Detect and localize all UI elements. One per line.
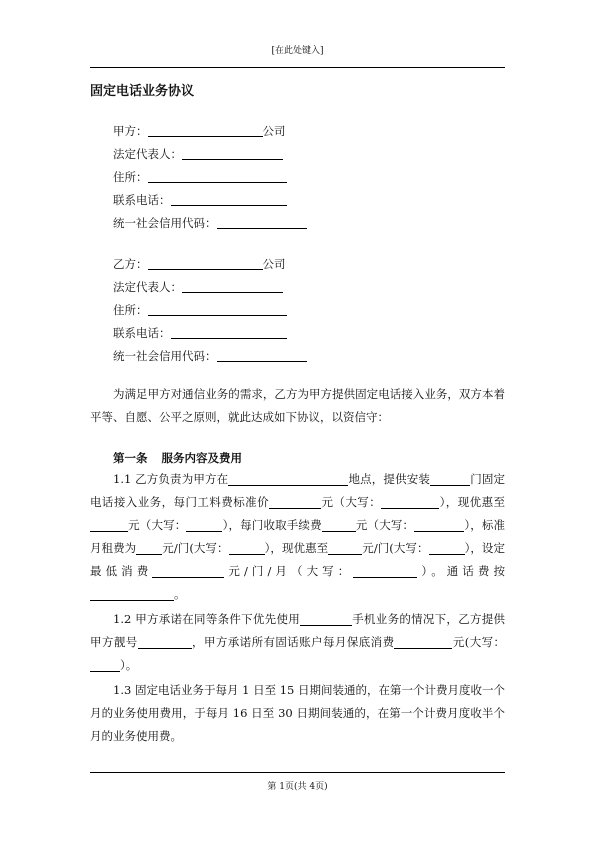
party-b-credit-label: 统一社会信用代码： [113,349,217,363]
clause-1-3 [90,679,505,748]
preamble [90,383,505,429]
call-fee-field[interactable] [90,587,174,601]
preamble-text: 为满足甲方对通信业务的需求，乙方为甲方提供固定电话接入业务，双方本着平等、自愿、公平之原则，就此达成如下协议，以资信守： [90,387,505,424]
clause-1-1-text: 元/门(大写： [162,541,229,555]
party-a-credit-field[interactable] [217,216,307,229]
clause-1-1-text: ），现优惠至 [439,495,506,509]
location-field[interactable] [228,472,348,486]
party-a-name-label: 甲方： [113,124,148,138]
clause-1-1-text: 。 [174,587,186,601]
page-footer: 第 1页(共 4页) [267,782,328,792]
clause-1-1-text: ），每门收取手续费 [222,518,322,532]
clause-1-1-text: 地点，提供安装 [348,472,431,486]
clause-1-2-text: ，甲方承诺所有固话账户每月保底消费 [191,635,395,649]
monthly-rent-words-field[interactable] [229,541,265,555]
install-discount-field[interactable] [90,518,128,532]
party-a-name-suffix: 公司 [262,124,286,138]
min-consumption-field[interactable] [152,564,224,578]
clause-1-2 [90,608,505,677]
clause-1-1-text: ），现优惠至 [264,541,329,555]
party-a-address-line [113,169,287,185]
install-discount-words-field[interactable] [186,518,222,532]
clause-1-1-text: ），标准月租费为 [90,518,506,555]
party-b-rep-label: 法定代表人： [113,280,182,294]
party-a-credit-line [113,215,307,231]
party-b-name-label: 乙方： [113,257,148,271]
party-a-address-label: 住所： [113,170,148,184]
party-b-address-line [113,302,287,318]
header-rule [90,67,505,68]
article-1-number: 第一条 [113,451,148,465]
party-a-phone-label: 联系电话： [113,193,171,207]
clause-1-2-text: 1.2 甲方承诺在同等条件下优先使用 [113,612,300,626]
rent-discount-field[interactable] [328,541,362,555]
clause-1-2-text: 手机业务的情况下，乙方提供甲方靓号 [90,612,506,649]
party-b-credit-line [113,348,307,364]
party-a-name-line [113,123,286,139]
party-b-credit-field[interactable] [217,349,307,362]
mobile-operator-field[interactable] [300,612,352,626]
handling-fee-field[interactable] [322,518,356,532]
article-1-title: 服务内容及费用 [161,451,242,465]
document-title: 固定电话业务协议 [90,84,195,99]
handling-fee-words-field[interactable] [414,518,464,532]
clause-1-1-text: 1.1 乙方负责为甲方在 [113,472,229,486]
clause-1-1 [90,468,505,606]
party-a-credit-label: 统一社会信用代码： [113,216,217,230]
install-price-field[interactable] [269,495,321,509]
clause-1-1-text: ）。通话费按 [417,564,506,578]
clause-1-2-text: ）。 [120,658,138,672]
party-b-address-label: 住所： [113,303,148,317]
page-header: [在此处键入] [271,46,324,56]
min-consumption-words-field[interactable] [353,564,417,578]
party-b-name-field[interactable] [148,257,263,270]
clause-1-3-text: 1.3 固定电话业务于每月 1 日至 15 日期间装通的，在第一个计费月度收一个月的业务使用费用，于每月 16 日至 30 日期间装通的，在第一个计费月度收半个月的业务使用费。 [90,683,506,743]
clause-1-1-text: 元/门(大写： [362,541,429,555]
party-b-phone-line [113,325,287,341]
party-b-address-field[interactable] [148,303,287,316]
rent-discount-words-field[interactable] [429,541,465,555]
party-b-rep-line [113,279,283,295]
party-a-rep-line [113,146,283,162]
clause-1-2-text: 元(大写： [452,635,506,649]
party-a-rep-field[interactable] [182,147,283,160]
footer-rule [90,772,505,773]
party-b-rep-field[interactable] [182,280,283,293]
clause-1-1-text: 元（大写： [128,518,187,532]
clause-1-1-text: 元（大写： [321,495,382,509]
clause-1-1-text: 门固定电话接入业务，每门工料费标准价 [90,472,506,509]
clause-1-1-text: ），设定最低消费 [90,541,505,578]
party-a-name-field[interactable] [148,124,263,137]
clause-1-1-text: 元/门/月（大写： [224,564,354,578]
party-b-name-line [113,256,286,272]
party-a-address-field[interactable] [148,170,287,183]
party-a-rep-label: 法定代表人： [113,147,182,161]
monthly-rent-field[interactable] [136,541,162,555]
party-b-name-suffix: 公司 [262,257,286,271]
party-a-phone-line [113,192,287,208]
party-b-phone-field[interactable] [171,326,287,339]
line-count-field[interactable] [430,472,470,486]
article-1-heading [113,450,242,466]
clause-1-1-text: 元（大写： [355,518,415,532]
vanity-number-field[interactable] [138,635,192,649]
min-spend-words-field[interactable] [90,658,120,672]
party-a-phone-field[interactable] [171,193,287,206]
min-spend-field[interactable] [394,635,452,649]
party-b-phone-label: 联系电话： [113,326,171,340]
install-price-words-field[interactable] [381,495,439,509]
